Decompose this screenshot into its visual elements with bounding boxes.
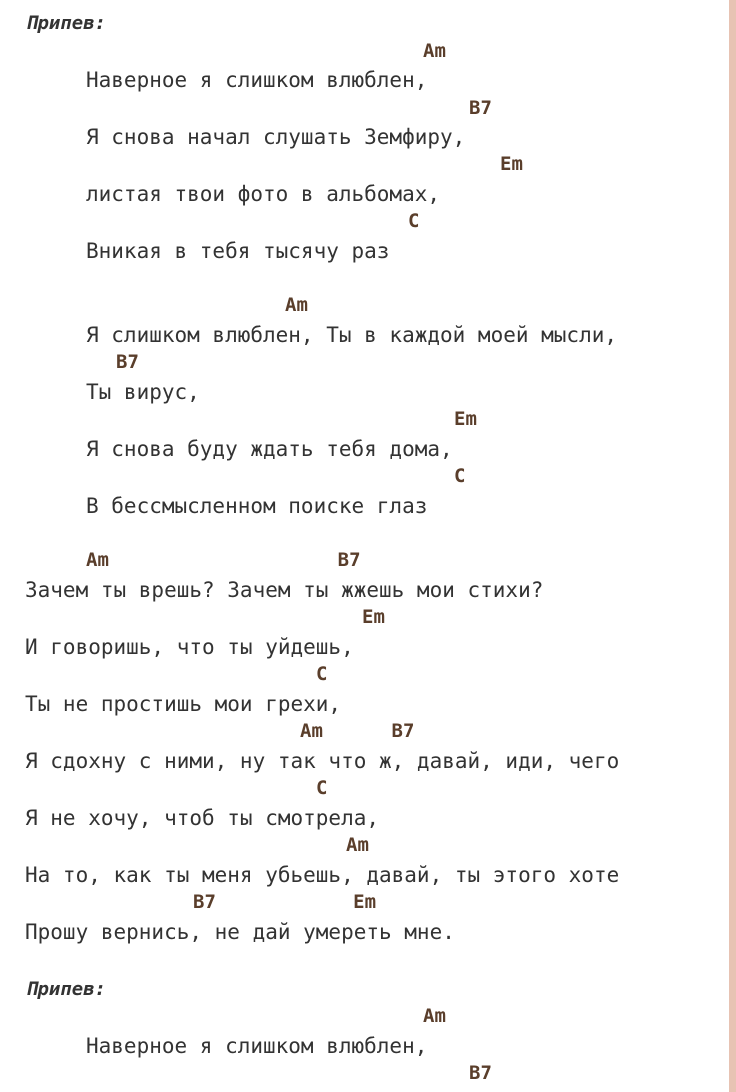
lyric-line: Наверное я слишком влюблен, bbox=[86, 1034, 428, 1058]
chord: B7 bbox=[469, 97, 492, 119]
chord: C bbox=[316, 777, 328, 799]
chorus-header: Припев: bbox=[26, 978, 107, 1000]
lyric-line: Я слишком влюблен, Ты в каждой моей мысли, bbox=[86, 323, 618, 347]
chord: Em bbox=[500, 153, 523, 175]
lyric-line: Я сдохну с ними, ну так что ж, давай, иди, чего bbox=[25, 749, 620, 773]
chord: B7 bbox=[116, 351, 139, 373]
chord: Am bbox=[285, 294, 308, 316]
chord: C bbox=[408, 210, 420, 232]
chord: Em bbox=[454, 408, 477, 430]
lyric-line: Наверное я слишком влюблен, bbox=[86, 68, 428, 92]
lyric-line: листая твои фото в альбомах, bbox=[86, 182, 441, 206]
lyric-line: Ты не простишь мои грехи, bbox=[25, 692, 342, 716]
chord: B7 bbox=[469, 1062, 492, 1084]
chord: Am bbox=[346, 834, 369, 856]
chord: C bbox=[454, 465, 466, 487]
chord: Am B7 bbox=[86, 549, 361, 571]
chord: Am bbox=[423, 1005, 446, 1027]
lyric-line: На то, как ты меня убьешь, давай, ты этого хоте bbox=[25, 863, 620, 887]
chorus-header: Припев: bbox=[26, 12, 107, 34]
lyric-line: В бессмысленном поиске глаз bbox=[86, 494, 428, 518]
lyric-line: Я не хочу, чтоб ты смотрела, bbox=[25, 806, 380, 830]
lyric-line: Прошу вернись, не дай умереть мне. bbox=[25, 920, 455, 944]
chord: B7 Em bbox=[193, 891, 377, 913]
lyric-line: Зачем ты врешь? Зачем ты жжешь мои стихи? bbox=[25, 578, 544, 602]
chord: Am B7 bbox=[300, 720, 415, 742]
chord: Em bbox=[362, 606, 385, 628]
chord: Am bbox=[423, 40, 446, 62]
lyric-line: Я снова начал слушать Земфиру, bbox=[86, 125, 466, 149]
lyric-line: И говоришь, что ты уйдешь, bbox=[25, 635, 354, 659]
lyric-line: Ты вирус, bbox=[86, 380, 200, 404]
chord: C bbox=[316, 663, 328, 685]
lyric-line: Я снова буду ждать тебя дома, bbox=[86, 437, 453, 461]
lyric-line: Вникая в тебя тысячу раз bbox=[86, 239, 390, 263]
